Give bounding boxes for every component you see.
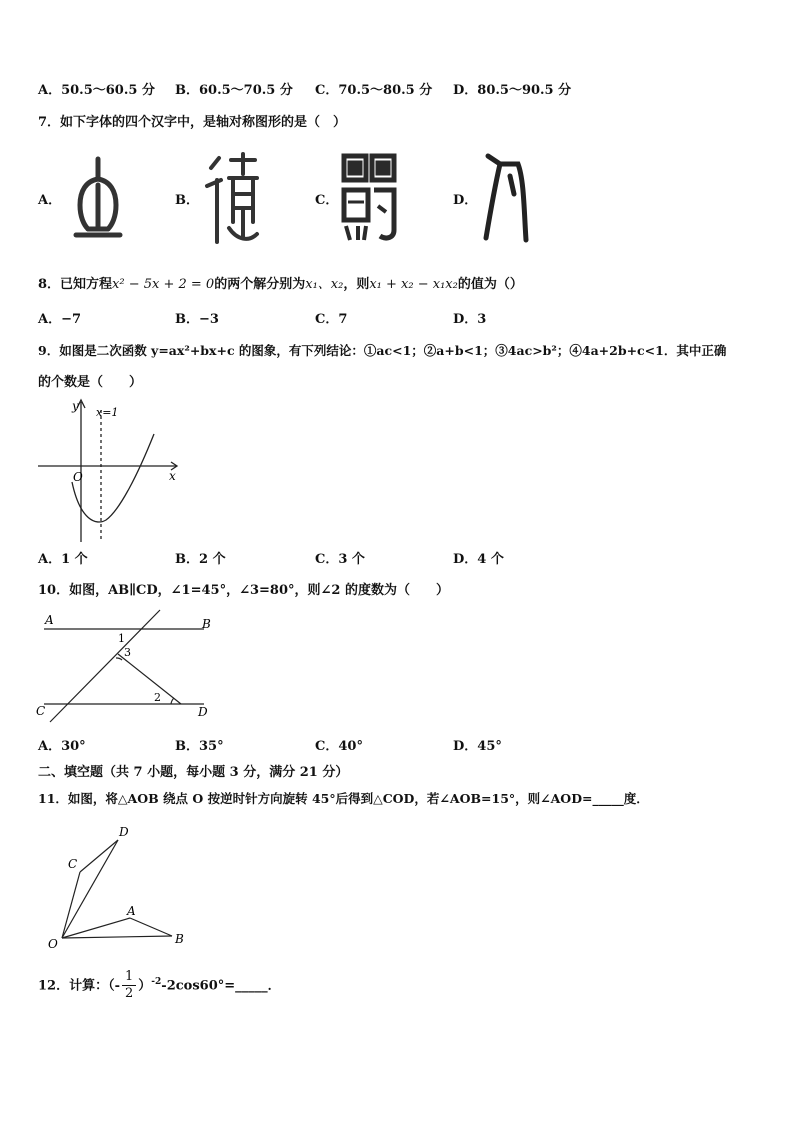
option-text: 70.5～80.5 分 bbox=[338, 83, 433, 98]
q8-stem-mid2: ，则 bbox=[343, 277, 370, 292]
q7-option-d-letter: D． bbox=[453, 193, 478, 208]
fraction-numerator: 1 bbox=[122, 969, 136, 986]
option-text: 40° bbox=[338, 739, 363, 754]
q7-char-a-image bbox=[66, 155, 130, 245]
option-letter: C． bbox=[315, 312, 339, 327]
point-d-label: D bbox=[198, 705, 208, 719]
option-letter: D． bbox=[453, 312, 478, 327]
option-text: 2 个 bbox=[199, 552, 226, 567]
q6-option-a bbox=[38, 82, 155, 100]
option-letter: D． bbox=[453, 739, 478, 754]
option-text: −7 bbox=[61, 312, 82, 327]
q12-stem-post: ） bbox=[138, 978, 152, 994]
transversal bbox=[50, 610, 160, 722]
angle-2-arc bbox=[171, 698, 174, 704]
option-text: −3 bbox=[199, 312, 219, 327]
q7-option-b-letter: B． bbox=[175, 193, 199, 208]
section-2-title: 二、填空题（共 7 小题，每小题 3 分，满分 21 分） bbox=[38, 765, 349, 780]
q8-option-c bbox=[315, 311, 347, 329]
option-letter: C． bbox=[315, 739, 339, 754]
option-letter: A． bbox=[38, 552, 62, 567]
q10-parallel-lines-figure bbox=[36, 608, 226, 728]
q12-stem-pre: 12．计算：（- bbox=[38, 978, 120, 994]
option-letter: C． bbox=[315, 552, 339, 567]
q10-option-c bbox=[315, 738, 363, 756]
q6-option-b bbox=[175, 82, 293, 100]
option-letter: A． bbox=[38, 739, 62, 754]
q12-stem-tail: -2cos60°=_____． bbox=[161, 978, 281, 994]
q12-fraction bbox=[122, 969, 136, 1002]
symmetry-axis-label: x=1 bbox=[96, 406, 119, 419]
q10-option-b bbox=[175, 738, 224, 756]
option-letter: C． bbox=[315, 83, 339, 98]
q8-stem-pre: 8．已知方程 bbox=[38, 277, 113, 292]
q8-roots: x₁、x₂ bbox=[305, 277, 344, 292]
option-letter: B． bbox=[175, 83, 199, 98]
q6-option-d bbox=[453, 82, 571, 100]
q9-option-b bbox=[175, 551, 226, 569]
y-axis-label: y bbox=[72, 399, 79, 413]
q11-rotation-figure bbox=[44, 822, 204, 952]
segment-ob bbox=[62, 936, 172, 938]
origin-label: O bbox=[73, 470, 83, 484]
q10-option-d bbox=[453, 738, 502, 756]
angle-1-label: 1 bbox=[118, 632, 125, 645]
option-text: 50.5～60.5 分 bbox=[61, 83, 155, 98]
q8-option-d bbox=[453, 311, 486, 329]
point-a-label: A bbox=[127, 904, 136, 918]
angle-3-label: 3 bbox=[124, 646, 131, 659]
option-text: 30° bbox=[61, 739, 86, 754]
option-text: 3 bbox=[477, 312, 487, 327]
point-o-label: O bbox=[48, 937, 58, 951]
segment-od bbox=[62, 840, 118, 938]
option-text: 80.5～90.5 分 bbox=[477, 83, 572, 98]
option-letter: D． bbox=[453, 552, 478, 567]
q7-char-b-image bbox=[203, 150, 263, 248]
q11-stem: 11．如图，将△AOB 绕点 O 按逆时针方向旋转 45°后得到△COD，若∠AOB=15°，则∠AOD=_____度． bbox=[38, 791, 649, 806]
option-letter: A． bbox=[38, 312, 62, 327]
q12-exponent: -2 bbox=[151, 977, 162, 987]
point-b-label: B bbox=[202, 617, 211, 631]
option-text: 60.5～70.5 分 bbox=[199, 83, 293, 98]
q6-option-c bbox=[315, 82, 432, 100]
q7-option-a-letter: A． bbox=[38, 193, 62, 208]
angle-3-arc bbox=[116, 658, 122, 660]
q9-option-c bbox=[315, 551, 365, 569]
option-text: 3 个 bbox=[338, 552, 365, 567]
q8-stem-post: 的值为（） bbox=[457, 277, 523, 292]
angle-2-label: 2 bbox=[154, 691, 161, 704]
option-letter: B． bbox=[175, 552, 199, 567]
option-text: 7 bbox=[338, 312, 348, 327]
q8-stem-mid: 的两个解分别为 bbox=[214, 277, 306, 292]
q8-stem bbox=[38, 276, 523, 294]
option-text: 1 个 bbox=[61, 552, 88, 567]
q9-parabola-graph bbox=[36, 396, 186, 546]
q8-equation: x² − 5x + 2 = 0 bbox=[112, 277, 215, 292]
q7-stem: 7．如下字体的四个汉字中，是轴对称图形的是（ ） bbox=[38, 115, 347, 130]
segment-to-d bbox=[118, 654, 181, 704]
option-text: 45° bbox=[477, 739, 502, 754]
point-d-label: D bbox=[119, 825, 129, 839]
q7-char-c-image bbox=[340, 150, 400, 246]
option-text: 4 个 bbox=[477, 552, 504, 567]
point-a-label: A bbox=[45, 613, 54, 627]
q10-stem: 10．如图，AB∥CD，∠1=45°，∠3=80°，则∠2 的度数为（ ） bbox=[38, 583, 449, 598]
parabola-curve bbox=[72, 434, 154, 522]
q12-stem bbox=[38, 962, 281, 1002]
point-c-label: C bbox=[36, 704, 46, 718]
fraction-denominator: 2 bbox=[125, 986, 134, 1002]
option-letter: B． bbox=[175, 312, 199, 327]
segment-cd bbox=[80, 840, 118, 872]
point-c-label: C bbox=[68, 857, 78, 871]
q9-option-d bbox=[453, 551, 504, 569]
option-text: 35° bbox=[199, 739, 224, 754]
q8-option-a bbox=[38, 311, 81, 329]
q10-option-a bbox=[38, 738, 86, 756]
q9-stem-line2: 的个数是（ ） bbox=[38, 375, 143, 390]
q8-expression: x₁ + x₂ − x₁x₂ bbox=[369, 277, 458, 292]
q9-option-a bbox=[38, 551, 88, 569]
segment-oc bbox=[62, 872, 80, 938]
x-axis-label: x bbox=[169, 469, 176, 483]
option-letter: B． bbox=[175, 739, 199, 754]
point-b-label: B bbox=[175, 932, 184, 946]
q7-char-d-image bbox=[480, 150, 532, 246]
option-letter: D． bbox=[453, 83, 478, 98]
q7-option-c-letter: C． bbox=[315, 193, 339, 208]
option-letter: A． bbox=[38, 83, 62, 98]
q9-stem-line1: 9．如图是二次函数 y=ax²+bx+c 的图象，有下列结论：①ac<1；②a+b<1；③4ac>b²；④4a+2b+c<1．其中正确 bbox=[38, 343, 727, 358]
segment-ab bbox=[130, 918, 172, 936]
q8-option-b bbox=[175, 311, 219, 329]
